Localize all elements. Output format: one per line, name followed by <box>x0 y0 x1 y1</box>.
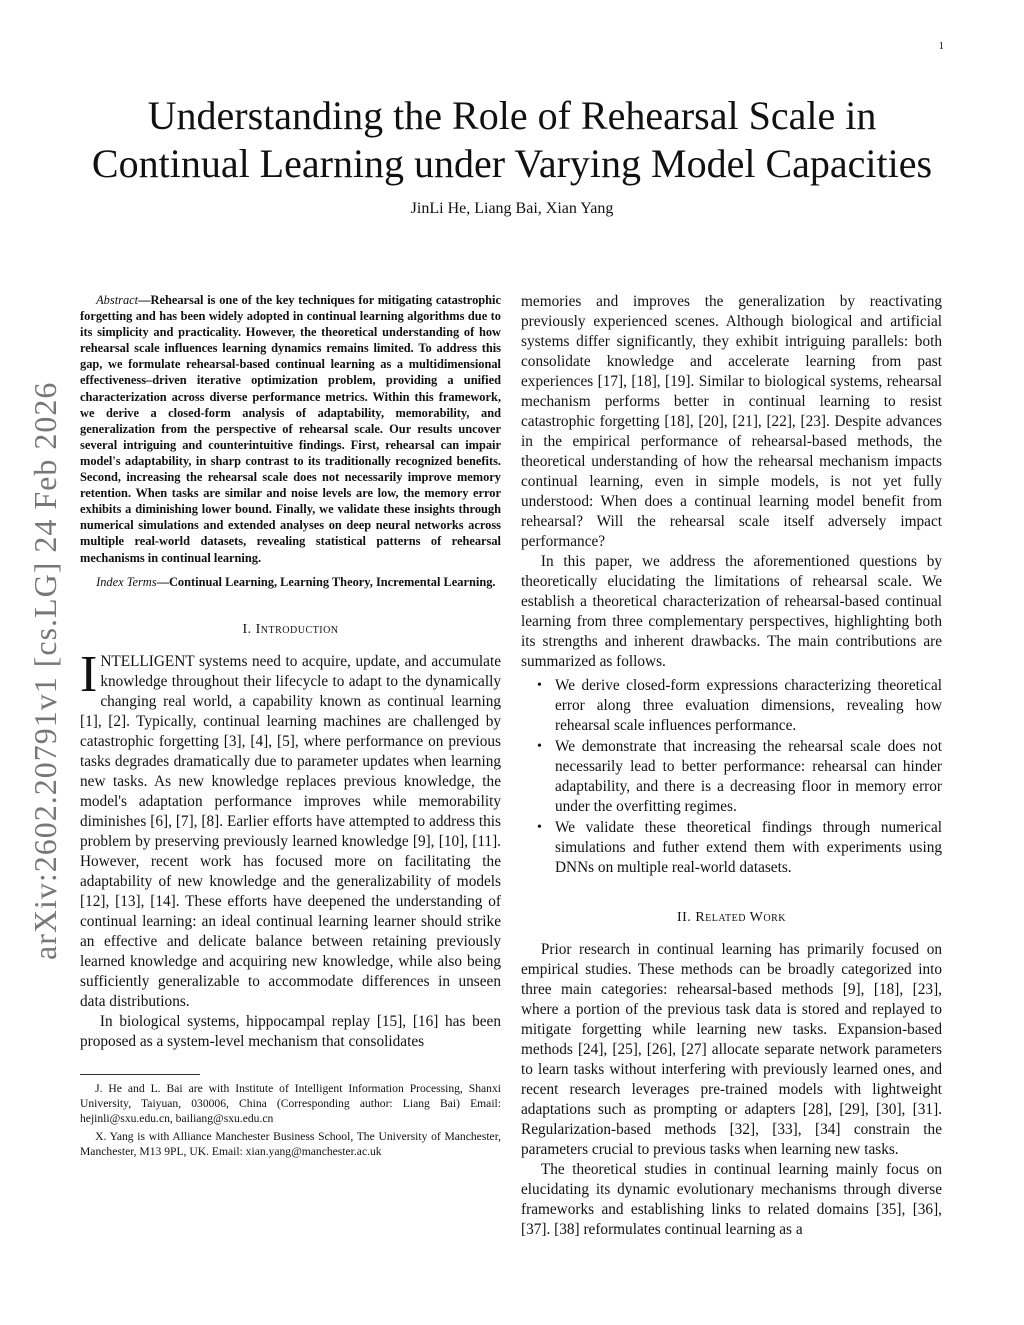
title-line-1: Understanding the Role of Rehearsal Scale in <box>147 93 877 138</box>
left-column <box>80 292 501 1162</box>
contribution-item: • We validate these theoretical findings through numerical simulations and futher extend them with experiments using DNNs on multiple real-world datasets. <box>521 818 942 878</box>
index-terms-text: Continual Learning, Learning Theory, Incremental Learning. <box>168 574 496 589</box>
section-title: Introduction <box>255 621 339 637</box>
footnote-affiliation-2: X. Yang is with Alliance Manchester Business School, The University of Manchester, Manchester, M13 9PL, UK. Email: xian.yang@manchester.ac.uk <box>80 1129 501 1158</box>
footnotes <box>80 1081 501 1159</box>
section-heading-related-work <box>521 908 942 928</box>
footnote-divider <box>80 1074 200 1075</box>
intro-paragraph-2: In biological systems, hippocampal replay [15], [16] has been proposed as a system-level mechanism that consolidates <box>80 1012 501 1050</box>
paper-title <box>60 92 964 188</box>
intro-paragraph-1 <box>80 645 501 1012</box>
section-numeral: I. <box>242 621 252 637</box>
related-work-paragraph-1: Prior research in continual learning has primarily focused on empirical studies. These methods can be broadly categorized into three main categories: rehearsal-based methods [9], [18], [23], where a portion of the previous task data is stored and replayed to mitigate forgetting while learning new tasks. Expansion-based methods [24], [25], [26], [27] allocate separate network parameters to learn tasks without interfering with previously learned ones, and recent research leverages pre-trained models with lightweight adaptations such as prompting or adapters [28], [29], [30], [31]. Regularization-based methods [32], [33], [34] constrain the parameters crucial to previous tasks when learning new tasks. <box>521 941 942 1158</box>
section-numeral: II. <box>676 910 692 925</box>
index-terms-label: Index Terms <box>96 574 157 589</box>
footnote-affiliation-1: J. He and L. Bai are with Institute of Intelligent Information Processing, Shanxi University, Taiyuan, 030006, China (Corresponding author: Liang Bai) Email: hejinli@sxu.edu.cn, bailiang@sxu.edu.cn <box>80 1081 501 1125</box>
contributions-list <box>521 676 942 878</box>
intro-paragraph-2-continued: memories and improves the generalization by reactivating previously experienced scenes. Although biological and artificial systems differ significantly, they exhibit intriguing parallels: both consolidate knowledge and accelerate learning from past experiences [17], [18], [19]. Similar to biological systems, rehearsal mechanism performs better in continual learning to resist catastrophic forgetting [18], [20], [21], [22], [23]. Despite advances in the empirical performance of rehearsal-based methods, the theoretical understanding of how the rehearsal mechanism impacts continual learning, even in simple models, is not yet fully understood: When does a continual learning model benefit from rehearsal? Will the rehearsal scale itself adversely impact performance? <box>521 293 942 550</box>
intro-paragraph-3: In this paper, we address the aforementioned questions by theoretically elucidating the limitations of rehearsal scale. We establish a theoretical characterization of rehearsal-based continual learning from three complementary perspectives, highlighting both its strengths and inherent drawbacks. The main contributions are summarized as follows. <box>521 553 942 670</box>
abstract-text: Rehearsal is one of the key techniques for mitigating catastrophic forgetting and has been widely adopted in continual learning algorithms due to its simplicity and practicality. However, the theoretical understanding of how rehearsal scale influences learning dynamics remains limited. To address this gap, we formulate rehearsal-based continual learning as a multidimensional effectiveness–driven iterative optimization problem, providing a unified characterization across diverse performance metrics. Within this framework, we derive a closed-form analysis of adaptability, memorability, and generalization from the perspective of rehearsal scale. Our results uncover several intriguing and counterintuitive findings. First, rehearsal can impair model's adaptability, in sharp contrast to its traditionally recognized benefits. Second, increasing the rehearsal scale does not necessarily improve memory retention. When tasks are similar and noise levels are low, the memory error exhibits a diminishing lower bound. Finally, we validate these insights through numerical simulations and extended analyses on deep neural networks across multiple real-world datasets, revealing statistical patterns of rehearsal mechanisms in continual learning. <box>80 293 501 565</box>
drop-cap: I <box>80 645 98 703</box>
related-work-paragraph-2: The theoretical studies in continual learning mainly focus on elucidating its dynamic evolutionary mechanisms through diverse frameworks and establishing links to related domains [35], [36], [37]. [38] reformulates continual learning as a <box>521 1161 942 1238</box>
title-line-2: Continual Learning under Varying Model Capacities <box>91 141 933 186</box>
index-terms-dash: — <box>156 574 169 589</box>
abstract-label: Abstract <box>96 293 139 307</box>
section-title: Related Work <box>695 910 786 925</box>
contribution-item: • We derive closed-form expressions characterizing theoretical error along three evaluation dimensions, revealing how rehearsal scale influences performance. <box>521 676 942 736</box>
page-number: 1 <box>938 40 944 52</box>
author-list: JinLi He, Liang Bai, Xian Yang <box>410 200 614 217</box>
arxiv-stamp: arXiv:2602.20791v1 [cs.LG] 24 Feb 2026 <box>27 381 63 960</box>
abstract-dash: — <box>138 293 151 307</box>
right-column <box>521 292 942 1240</box>
intro-paragraph-1-text: NTELLIGENT systems need to acquire, update, and accumulate knowledge throughout their lifecycle to adapt to the dynamically changing real world, a capability known as continual learning [1], [2]. Typically, continual learning machines are challenged by catastrophic forgetting [3], [4], [5], where performance on previous tasks degrades dramatically due to parameter updates when learning new tasks. As new knowledge replaces previous knowledge, the model's adaptation performance improves while memorability diminishes [6], [7], [8]. Earlier efforts have attempted to address this problem by preserving previously learned knowledge [9], [10], [11]. However, recent work has focused more on facilitating the adaptability of new knowledge and the generalizability of models [12], [13], [14]. These efforts have deepened the understanding of continual learning: an ideal continual learning learner should strike an effective and delicate balance between retaining previously learned knowledge and acquiring new knowledge, while also being sufficiently generalizable to accommodate differences in unseen data distributions. <box>80 652 501 1010</box>
section-heading-introduction <box>80 620 501 640</box>
abstract <box>80 292 501 566</box>
contribution-item: • We demonstrate that increasing the rehearsal scale does not necessarily lead to better performance: rehearsal can hinder adaptability, and there is a decreasing floor in memory error under the overfitting regimes. <box>521 737 942 817</box>
index-terms <box>80 574 501 590</box>
